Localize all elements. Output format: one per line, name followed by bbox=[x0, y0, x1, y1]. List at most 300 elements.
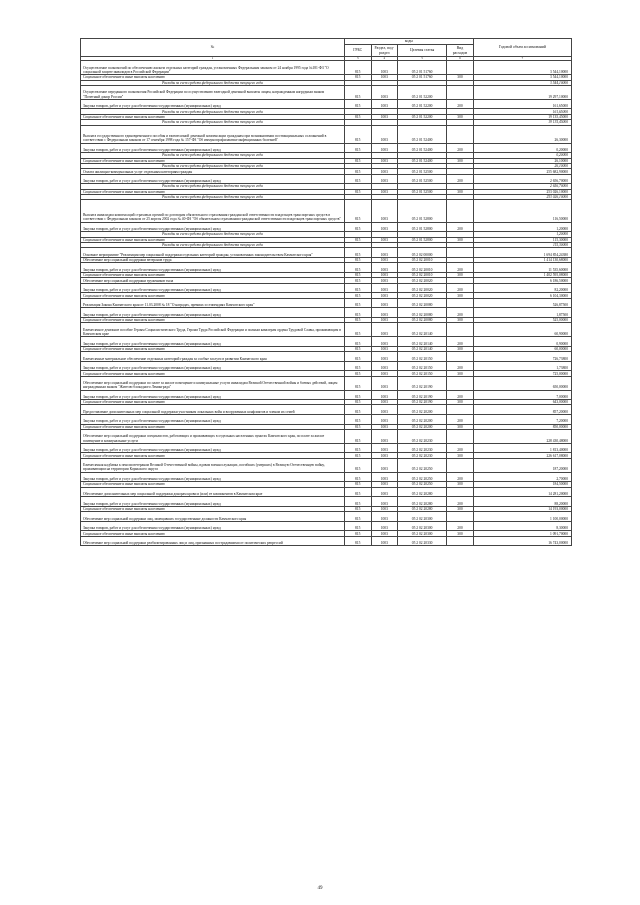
row-section: 1003 bbox=[371, 352, 398, 362]
row-name: Закупка товаров, работ и услуг для обеспечения государственных (муниципальных) нужд bbox=[81, 361, 345, 371]
row-grbs: 815 bbox=[344, 143, 371, 153]
row-sum: 3 544,10000 bbox=[473, 61, 571, 75]
header-index: 4 bbox=[371, 57, 398, 61]
row-grbs: 815 bbox=[344, 415, 371, 425]
budget-table-sheet bbox=[80, 38, 572, 546]
row-sum: 6 104,30000 bbox=[473, 293, 571, 298]
row-section: 1003 bbox=[371, 531, 398, 536]
table-row bbox=[81, 85, 572, 99]
row-kind: 300 bbox=[447, 482, 474, 487]
row-kind bbox=[447, 512, 474, 522]
row-name: Выплата инвалидам компенсаций страховых премий по договорам обязательного страхования гражданской ответственности владельцев транспортных средств в соответствии с Федеральным законом от 25 апреля 2002 года № 40-ФЗ "Об обязательном страховании гражданской ответственности владельцев транспортных средств" bbox=[81, 200, 345, 222]
budget-table bbox=[80, 38, 572, 546]
row-kind: 200 bbox=[447, 443, 474, 453]
row-sum: 253 026,10000 bbox=[473, 195, 571, 200]
row-name: Расходы за счет средств федерального бюджета текущего года bbox=[81, 243, 345, 248]
row-name: Социальное обеспечение и иные выплаты населению bbox=[81, 346, 345, 351]
row-sum: 26,10000 bbox=[473, 163, 571, 168]
row-name: Социальное обеспечение и иные выплаты населению bbox=[81, 482, 345, 487]
row-name: Закупка товаров, работ и услуг для обеспечения государственных (муниципальных) нужд bbox=[81, 497, 345, 507]
row-section: 1003 bbox=[371, 443, 398, 453]
row-name: Расходы за счет средств федерального бюджета текущего года bbox=[81, 153, 345, 158]
row-target: 05 2 01 52200 bbox=[398, 114, 447, 119]
row-grbs: 815 bbox=[344, 258, 371, 263]
row-section: 1003 bbox=[371, 174, 398, 184]
row-name: Социальное обеспечение и иные выплаты населению bbox=[81, 237, 345, 242]
row-name: Закупка товаров, работ и услуг для обеспечения государственных (муниципальных) нужд bbox=[81, 99, 345, 109]
row-name: Социальное обеспечение и иные выплаты населению bbox=[81, 158, 345, 163]
row-target: 05 2 02 20020 bbox=[398, 283, 447, 293]
table-row bbox=[81, 298, 572, 308]
header-grbs: ГРБС bbox=[344, 45, 371, 57]
row-sum: 3 544,10000 bbox=[473, 80, 571, 85]
row-sum: 161,65000 bbox=[473, 99, 571, 109]
row-name: Предоставление дополнительных мер социальной поддержки участникам локальных войн и вооруженных конфликтов и членам их семей bbox=[81, 405, 345, 415]
row-target: 05 2 01 52800 bbox=[398, 200, 447, 222]
row-target: 05 2 02 20080 bbox=[398, 308, 447, 318]
row-grbs: 815 bbox=[344, 521, 371, 531]
row-grbs: 815 bbox=[344, 346, 371, 351]
row-section: 1003 bbox=[371, 415, 398, 425]
row-name: Осуществление полномочий по обеспечению жильем отдельных категорий граждан, установленных Федеральным законом от 24 ноября 1995 года №181-ФЗ "О социальной защите инвалидов в Российской Федерации" bbox=[81, 61, 345, 75]
row-kind bbox=[447, 536, 474, 546]
row-section: 1003 bbox=[371, 237, 398, 242]
row-grbs: 815 bbox=[344, 497, 371, 507]
row-grbs: 815 bbox=[344, 85, 371, 99]
row-sum: 2 656,70000 bbox=[473, 184, 571, 189]
row-sum: 725,00000 bbox=[473, 371, 571, 376]
row-section: 1003 bbox=[371, 308, 398, 318]
row-grbs: 815 bbox=[344, 189, 371, 194]
row-name: Социальное обеспечение и иные выплаты населению bbox=[81, 531, 345, 536]
row-sum: 1 694 854,24380 bbox=[473, 248, 571, 258]
row-sum: 1,73800 bbox=[473, 361, 571, 371]
row-target: 05 2 02 20200 bbox=[398, 424, 447, 429]
header-index: 3 bbox=[344, 57, 371, 61]
row-kind: 300 bbox=[447, 273, 474, 278]
row-sum: 526,87500 bbox=[473, 298, 571, 308]
row-target: 05 2 02 20230 bbox=[398, 430, 447, 444]
row-section: 1003 bbox=[371, 317, 398, 322]
header-kind: Вид расходов bbox=[447, 45, 474, 57]
row-target: 05 2 02 20200 bbox=[398, 415, 447, 425]
row-name: Оплата жилищно-коммунальных услуг отдельным категориям граждан bbox=[81, 169, 345, 174]
row-grbs: 815 bbox=[344, 512, 371, 522]
header-sum: Годовой объем ассигнований bbox=[473, 39, 571, 57]
row-section: 1003 bbox=[371, 453, 398, 458]
row-sum: 60,00000 bbox=[473, 346, 571, 351]
row-grbs: 815 bbox=[344, 61, 371, 75]
row-target: 05 2 01 52500 bbox=[398, 189, 447, 194]
row-name: Ежемесячное денежное пособие Героям Социалистического Труда, Героям Труда Российской Федерации и полным кавалерам ордена Трудовой Славы, проживающим в Камчатском крае bbox=[81, 323, 345, 337]
row-target: 05 2 02 20300 bbox=[398, 512, 447, 522]
row-sum: 8,30000 bbox=[473, 521, 571, 531]
row-section: 1003 bbox=[371, 323, 398, 337]
row-section: 1003 bbox=[371, 293, 398, 298]
row-sum: 60,90000 bbox=[473, 323, 571, 337]
row-name: Расходы за счет средств федерального бюджета текущего года bbox=[81, 232, 345, 237]
row-kind: 300 bbox=[447, 400, 474, 405]
row-target: 05 2 02 20150 bbox=[398, 371, 447, 376]
row-sum: 88,20000 bbox=[473, 497, 571, 507]
row-kind: 200 bbox=[447, 497, 474, 507]
header-index: 1 bbox=[81, 57, 345, 61]
table-row bbox=[81, 222, 572, 232]
row-target: 05 2 02 20140 bbox=[398, 346, 447, 351]
header-section: Раздел, под-раздел bbox=[371, 45, 398, 57]
row-grbs: 815 bbox=[344, 443, 371, 453]
row-kind: 200 bbox=[447, 263, 474, 273]
row-target: 05 2 02 20080 bbox=[398, 298, 447, 308]
header-target: Целевая статья bbox=[398, 45, 447, 57]
row-section: 1003 bbox=[371, 273, 398, 278]
row-name: Расходы за счет средств федерального бюджета текущего года bbox=[81, 80, 345, 85]
table-row bbox=[81, 405, 572, 415]
row-grbs: 815 bbox=[344, 352, 371, 362]
row-kind: 200 bbox=[447, 143, 474, 153]
row-name: Социальное обеспечение и иные выплаты населению bbox=[81, 114, 345, 119]
row-target: 05 2 02 20190 bbox=[398, 376, 447, 390]
row-target: 05 2 01 52800 bbox=[398, 222, 447, 232]
row-sum: 228 430,48000 bbox=[473, 430, 571, 444]
row-kind bbox=[447, 200, 474, 222]
row-sum: 11 535,60000 bbox=[473, 263, 571, 273]
row-target: 05 2 02 20080 bbox=[398, 317, 447, 322]
row-name: Социальное обеспечение и иные выплаты населению bbox=[81, 189, 345, 194]
row-section: 1003 bbox=[371, 61, 398, 75]
row-name: Социальное обеспечение и иные выплаты населению bbox=[81, 273, 345, 278]
table-row bbox=[81, 415, 572, 425]
row-name: Основное мероприятие "Реализация мер социальной поддержки отдельных категорий граждан, установленных законодательством Камчатского края" bbox=[81, 248, 345, 258]
row-kind bbox=[447, 458, 474, 472]
row-target: 05 2 02 20150 bbox=[398, 361, 447, 371]
row-grbs: 815 bbox=[344, 222, 371, 232]
table-row bbox=[81, 472, 572, 482]
row-grbs: 815 bbox=[344, 174, 371, 184]
row-target: 05 2 01 52200 bbox=[398, 99, 447, 109]
row-target: 05 2 02 20200 bbox=[398, 405, 447, 415]
row-name: Обеспечение мер социальной поддержки ветеранов труда bbox=[81, 258, 345, 263]
row-sum: 115,30000 bbox=[473, 237, 571, 242]
row-sum: 726,73800 bbox=[473, 352, 571, 362]
row-name: Осуществление переданного полномочия Российской Федерации по осуществлению ежегодной денежной выплаты лицам, награжденным нагрудным знаком "Почетный донор России" bbox=[81, 85, 345, 99]
row-name: Социальное обеспечение и иные выплаты населению bbox=[81, 424, 345, 429]
row-target: 05 2 01 52400 bbox=[398, 158, 447, 163]
row-section: 1003 bbox=[371, 482, 398, 487]
row-name: Закупка товаров, работ и услуг для обеспечения государственных (муниципальных) нужд bbox=[81, 222, 345, 232]
row-section: 1003 bbox=[371, 263, 398, 273]
row-grbs: 815 bbox=[344, 453, 371, 458]
row-kind: 200 bbox=[447, 99, 474, 109]
row-target: 05 2 02 20280 bbox=[398, 497, 447, 507]
row-section: 1003 bbox=[371, 430, 398, 444]
row-sum: 255 682,90000 bbox=[473, 169, 571, 174]
row-kind bbox=[447, 352, 474, 362]
row-kind: 200 bbox=[447, 283, 474, 293]
row-section: 1003 bbox=[371, 497, 398, 507]
row-grbs: 815 bbox=[344, 248, 371, 258]
row-name: Закупка товаров, работ и услуг для обеспечения государственных (муниципальных) нужд bbox=[81, 263, 345, 273]
row-name: Реализация Закона Камчатского края от 11.03.2008 № 18 "О наградах, премиях и стипендиях Камчатского края" bbox=[81, 298, 345, 308]
row-section: 1003 bbox=[371, 405, 398, 415]
row-name: Социальное обеспечение и иные выплаты населению bbox=[81, 317, 345, 322]
row-target: 05 2 02 20300 bbox=[398, 531, 447, 536]
table-row bbox=[81, 361, 572, 371]
table-row bbox=[81, 283, 572, 293]
row-name: Расходы за счет средств федерального бюджета текущего года bbox=[81, 120, 345, 125]
row-sum: 525,00000 bbox=[473, 317, 571, 322]
row-section: 1003 bbox=[371, 222, 398, 232]
row-sum: 1,20000 bbox=[473, 232, 571, 237]
row-grbs: 815 bbox=[344, 424, 371, 429]
table-row bbox=[81, 521, 572, 531]
table-row bbox=[81, 497, 572, 507]
row-section: 1003 bbox=[371, 158, 398, 163]
row-kind: 200 bbox=[447, 521, 474, 531]
row-kind bbox=[447, 376, 474, 390]
row-kind: 200 bbox=[447, 222, 474, 232]
row-target: 05 2 01 51760 bbox=[398, 75, 447, 80]
row-sum: 0,20000 bbox=[473, 153, 571, 158]
row-sum: 7,00000 bbox=[473, 390, 571, 400]
table-row bbox=[81, 458, 572, 472]
row-grbs: 815 bbox=[344, 308, 371, 318]
row-name: Социальное обеспечение и иные выплаты населению bbox=[81, 371, 345, 376]
row-sum: 857,20000 bbox=[473, 405, 571, 415]
row-section: 1003 bbox=[371, 114, 398, 119]
row-target: 05 2 01 52400 bbox=[398, 125, 447, 143]
row-kind: 300 bbox=[447, 424, 474, 429]
row-name: Закупка товаров, работ и услуг для обеспечения государственных (муниципальных) нужд bbox=[81, 308, 345, 318]
row-kind: 300 bbox=[447, 189, 474, 194]
row-grbs: 815 bbox=[344, 531, 371, 536]
row-grbs: 815 bbox=[344, 482, 371, 487]
row-grbs: 815 bbox=[344, 293, 371, 298]
row-grbs: 815 bbox=[344, 487, 371, 497]
row-kind: 300 bbox=[447, 317, 474, 322]
table-row bbox=[81, 248, 572, 258]
row-name: Расходы за счет средств федерального бюджета текущего года bbox=[81, 109, 345, 114]
row-sum: 850,00000 bbox=[473, 424, 571, 429]
row-sum: 253 026,10000 bbox=[473, 189, 571, 194]
row-section: 1003 bbox=[371, 506, 398, 511]
row-target: 05 2 02 20010 bbox=[398, 258, 447, 263]
row-sum: 14 193,00000 bbox=[473, 506, 571, 511]
row-grbs: 815 bbox=[344, 472, 371, 482]
row-name: Закупка товаров, работ и услуг для обеспечения государственных (муниципальных) нужд bbox=[81, 521, 345, 531]
row-target: 05 2 02 20250 bbox=[398, 472, 447, 482]
row-kind: 300 bbox=[447, 371, 474, 376]
table-row bbox=[81, 99, 572, 109]
row-sum: 161,65000 bbox=[473, 109, 571, 114]
row-grbs: 815 bbox=[344, 114, 371, 119]
row-name: Закупка товаров, работ и услуг для обеспечения государственных (муниципальных) нужд bbox=[81, 390, 345, 400]
row-target: 05 2 02 20020 bbox=[398, 278, 447, 283]
row-sum: 115,30000 bbox=[473, 243, 571, 248]
row-section: 1003 bbox=[371, 99, 398, 109]
row-grbs: 815 bbox=[344, 75, 371, 80]
table-row bbox=[81, 125, 572, 143]
row-section: 1003 bbox=[371, 189, 398, 194]
row-name: Обеспечение дополнительных мер социальной поддержки донорам крови и (или) ее компонентов в Камчатском крае bbox=[81, 487, 345, 497]
row-sum: 0,20000 bbox=[473, 143, 571, 153]
row-target: 05 2 01 52400 bbox=[398, 143, 447, 153]
table-row bbox=[81, 61, 572, 75]
row-kind bbox=[447, 248, 474, 258]
row-kind: 300 bbox=[447, 531, 474, 536]
row-sum: 0,90000 bbox=[473, 337, 571, 347]
row-target: 05 2 02 20250 bbox=[398, 482, 447, 487]
row-sum: 3 544,10000 bbox=[473, 75, 571, 80]
row-grbs: 815 bbox=[344, 99, 371, 109]
row-target: 05 2 01 52800 bbox=[398, 237, 447, 242]
row-section: 1003 bbox=[371, 278, 398, 283]
row-section: 1003 bbox=[371, 298, 398, 308]
header-index: 6 bbox=[447, 57, 474, 61]
row-grbs: 815 bbox=[344, 458, 371, 472]
row-grbs: 815 bbox=[344, 278, 371, 283]
table-row bbox=[81, 352, 572, 362]
table-row bbox=[81, 263, 572, 273]
row-section: 1003 bbox=[371, 521, 398, 531]
row-section: 1003 bbox=[371, 361, 398, 371]
row-kind: 200 bbox=[447, 308, 474, 318]
table-row bbox=[81, 430, 572, 444]
row-sum: 6 186,50000 bbox=[473, 278, 571, 283]
row-target: 05 2 02 20150 bbox=[398, 352, 447, 362]
row-sum: 19 135,45000 bbox=[473, 114, 571, 119]
row-kind bbox=[447, 430, 474, 444]
row-kind bbox=[447, 405, 474, 415]
row-section: 1003 bbox=[371, 125, 398, 143]
table-row bbox=[81, 200, 572, 222]
row-section: 1003 bbox=[371, 200, 398, 222]
row-name: Социальное обеспечение и иные выплаты населению bbox=[81, 293, 345, 298]
row-sum: 16 743,00000 bbox=[473, 536, 571, 546]
row-name: Закупка товаров, работ и услуг для обеспечения государственных (муниципальных) нужд bbox=[81, 174, 345, 184]
row-kind: 300 bbox=[447, 453, 474, 458]
row-target: 05 2 02 20280 bbox=[398, 506, 447, 511]
row-name: Закупка товаров, работ и услуг для обеспечения государственных (муниципальных) нужд bbox=[81, 143, 345, 153]
row-target: 05 2 02 20250 bbox=[398, 458, 447, 472]
row-sum: 1 813,40000 bbox=[473, 443, 571, 453]
row-grbs: 815 bbox=[344, 158, 371, 163]
row-target: 05 2 02 20190 bbox=[398, 400, 447, 405]
row-sum: 1,87500 bbox=[473, 308, 571, 318]
row-kind bbox=[447, 298, 474, 308]
row-sum: 2,70000 bbox=[473, 472, 571, 482]
row-sum: 116,50000 bbox=[473, 200, 571, 222]
table-row bbox=[81, 143, 572, 153]
header-index: 5 bbox=[398, 57, 447, 61]
row-section: 1003 bbox=[371, 75, 398, 80]
row-target: 05 2 02 20230 bbox=[398, 453, 447, 458]
row-sum: 187,20000 bbox=[473, 458, 571, 472]
table-row bbox=[81, 376, 572, 390]
row-kind bbox=[447, 125, 474, 143]
row-target: 05 2 02 20330 bbox=[398, 536, 447, 546]
table-row bbox=[81, 536, 572, 546]
row-kind bbox=[447, 61, 474, 75]
row-section: 1003 bbox=[371, 487, 398, 497]
row-name: Закупка товаров, работ и услуг для обеспечения государственных (муниципальных) нужд bbox=[81, 415, 345, 425]
row-grbs: 815 bbox=[344, 273, 371, 278]
row-kind: 300 bbox=[447, 75, 474, 80]
row-sum: 26,10000 bbox=[473, 158, 571, 163]
row-section: 1003 bbox=[371, 376, 398, 390]
row-name: Социальное обеспечение и иные выплаты населению bbox=[81, 400, 345, 405]
row-target: 05 2 02 00000 bbox=[398, 248, 447, 258]
row-name: Закупка товаров, работ и услуг для обеспечения государственных (муниципальных) нужд bbox=[81, 337, 345, 347]
row-target: 05 2 01 51760 bbox=[398, 61, 447, 75]
row-name: Ежемесячная надбавка к пенсии ветеранам Великой Отечественной войны, вдовам военнослужащих, погибших (умерших) в Великую Отечественную войну, проживающим на территории Корякского округа bbox=[81, 458, 345, 472]
row-kind: 200 bbox=[447, 472, 474, 482]
row-grbs: 815 bbox=[344, 169, 371, 174]
row-grbs: 815 bbox=[344, 361, 371, 371]
row-sum: 1 414 130,68000 bbox=[473, 258, 571, 263]
row-target: 05 2 02 20140 bbox=[398, 323, 447, 337]
row-section: 1003 bbox=[371, 512, 398, 522]
row-section: 1003 bbox=[371, 472, 398, 482]
row-sum: 19 135,45000 bbox=[473, 120, 571, 125]
row-grbs: 815 bbox=[344, 371, 371, 376]
row-sum: 7,20000 bbox=[473, 415, 571, 425]
row-section: 1003 bbox=[371, 371, 398, 376]
row-sum: 82,20000 bbox=[473, 283, 571, 293]
row-sum: 2 656,70000 bbox=[473, 174, 571, 184]
row-target: 05 2 01 52200 bbox=[398, 85, 447, 99]
row-grbs: 815 bbox=[344, 237, 371, 242]
row-kind: 300 bbox=[447, 346, 474, 351]
row-kind: 200 bbox=[447, 390, 474, 400]
row-grbs: 815 bbox=[344, 323, 371, 337]
row-name: Обеспечение мер социальной поддержки лиц, замещавших государственные должности Камчатского края bbox=[81, 512, 345, 522]
row-grbs: 815 bbox=[344, 337, 371, 347]
row-kind: 300 bbox=[447, 506, 474, 511]
row-section: 1003 bbox=[371, 346, 398, 351]
table-row bbox=[81, 512, 572, 522]
row-section: 1003 bbox=[371, 337, 398, 347]
row-kind: 300 bbox=[447, 293, 474, 298]
row-section: 1003 bbox=[371, 536, 398, 546]
page-number: 49 bbox=[317, 886, 323, 891]
row-target: 05 2 02 20230 bbox=[398, 443, 447, 453]
row-kind bbox=[447, 487, 474, 497]
row-grbs: 815 bbox=[344, 200, 371, 222]
row-kind: 200 bbox=[447, 415, 474, 425]
row-name: Закупка товаров, работ и услуг для обеспечения государственных (муниципальных) нужд bbox=[81, 283, 345, 293]
row-sum: 184,50000 bbox=[473, 482, 571, 487]
row-target: 05 2 02 20300 bbox=[398, 521, 447, 531]
table-row bbox=[81, 337, 572, 347]
row-sum: 1 402 595,08000 bbox=[473, 273, 571, 278]
row-grbs: 815 bbox=[344, 125, 371, 143]
row-grbs: 815 bbox=[344, 283, 371, 293]
row-target: 05 2 02 20190 bbox=[398, 390, 447, 400]
header-codes-group: коды bbox=[344, 39, 473, 45]
row-section: 1003 bbox=[371, 258, 398, 263]
row-section: 1003 bbox=[371, 390, 398, 400]
row-section: 1003 bbox=[371, 169, 398, 174]
row-grbs: 815 bbox=[344, 376, 371, 390]
row-name: Закупка товаров, работ и услуг для обеспечения государственных (муниципальных) нужд bbox=[81, 472, 345, 482]
row-grbs: 815 bbox=[344, 506, 371, 511]
row-name: Выплата государственного единовременного пособия и ежемесячной денежной компенсации гражданам при возникновении поствакцинальных осложнений в соответствии с Федеральным законом от 17 сентября 1998 года № 157-ФЗ "Об иммунопрофилактике инфекционных болезней" bbox=[81, 125, 345, 143]
row-kind bbox=[447, 85, 474, 99]
row-name: Обеспечение мер социальной поддержки по плате за жилое помещение и коммунальные услуги инвалидам Великой Отечественной войны и боевых действий, лицам награжденным знаком "Жителю блокадного Ленинграда" bbox=[81, 376, 345, 390]
table-row bbox=[81, 308, 572, 318]
row-target: 05 2 02 20010 bbox=[398, 273, 447, 278]
